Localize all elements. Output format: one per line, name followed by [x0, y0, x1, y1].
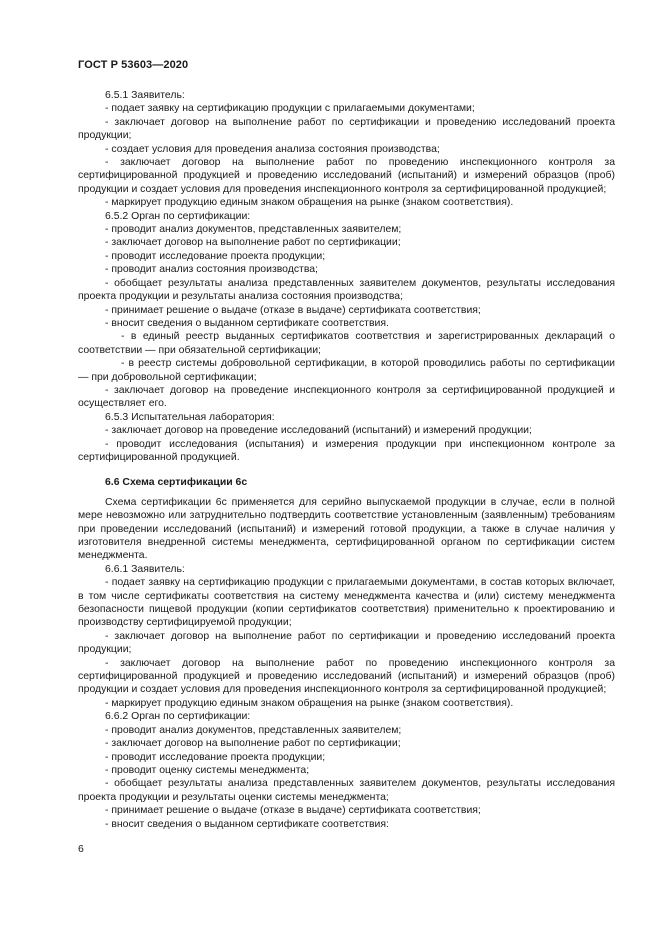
list-item: - маркирует продукцию единым знаком обращения на рынке (знаком соответствия). [105, 697, 514, 709]
list-item: - проводит оценку системы менеджмента; [105, 764, 310, 776]
subsection-title: 6.5.1 Заявитель: [105, 90, 185, 101]
list-item: - проводит анализ документов, представленных заявителем; [105, 224, 402, 236]
list-item: - маркирует продукцию единым знаком обращения на рынке (знаком соответствия). [105, 197, 514, 209]
list-item: - заключает договор на проведение инспекционного контроля за сертифицированной продукцией и осуществляет его. [78, 384, 615, 410]
list-item: - принимает решение о выдаче (отказе в выдаче) сертификата соответствия; [105, 304, 481, 316]
list-item: - обобщает результаты анализа представленных заявителем документов, результаты исследования проекта продукции и результаты анализа состояния производства; [78, 277, 615, 303]
list-item: - заключает договор на выполнение работ по сертификации; [105, 738, 401, 750]
list-item: - вносит сведения о выданном сертификате соответствия. [105, 317, 389, 329]
list-item: - заключает договор на выполнение работ по проведению инспекционного контроля за сертифицированной продукцией и проведению исследований (испытаний) и измерений образцов (проб) продукции и создает условия для проведения инспекционного контроля за сертифицированной продукцией; [78, 157, 615, 195]
list-item: - заключает договор на выполнение работ по сертификации и проведению исследований проекта продукции; [78, 116, 615, 142]
section-heading: 6.6 Схема сертификации 6с [105, 477, 248, 489]
sub-list-item: - в единый реестр выданных сертификатов соответствия и зарегистрированных деклараций о соответствии — при обязательной сертификации; [78, 331, 615, 356]
list-item: - заключает договор на выполнение работ по проведению инспекционного контроля за сертифицированной продукцией и проведению исследований (испытаний) и измерений образцов (проб) продукции и создает условия для проведения инспекционного контроля за сертифицированной продукцией; [78, 657, 615, 696]
list-item: - заключает договор на выполнение работ по сертификации; [105, 237, 401, 249]
list-item: - вносит сведения о выданном сертификате соответствия: [105, 818, 389, 830]
list-item: - проводит анализ документов, представленных заявителем; [105, 724, 402, 736]
page-number: 6 [78, 843, 84, 855]
subsection-title: 6.6.2 Орган по сертификации: [105, 711, 251, 723]
list-item: - обобщает результаты анализа представленных заявителем документов, результаты исследования проекта продукции и результаты оценки системы менеджмента; [78, 778, 615, 803]
list-item: - создает условия для проведения анализа состояния производства; [105, 143, 440, 155]
sub-list-item: - в реестр системы добровольной сертификации, в которой проводились работы по сертификации — при добровольной сертификации; [78, 358, 615, 383]
list-item: - заключает договор на проведение исследований (испытаний) и измерений продукции; [105, 425, 532, 437]
list-item: - подает заявку на сертификацию продукции с прилагаемыми документами; [105, 103, 475, 115]
list-item: - проводит исследования (испытания) и измерения продукции при инспекционном контроле за сертифицированной продукцией. [78, 438, 615, 463]
section-intro: Схема сертификации 6с применяется для серийно выпускаемой продукции в случае, если в полной мере невозможно или затруднительно подтвердить соответствие установленным (заявленным) требованиям при проведении исследований (испытаний) и измерений готовой продукции, а также в случае наличия у изготовителя внедренной системы менеджмента, сертифицированной органом по сертификации систем менеджмента. [78, 496, 615, 562]
list-item: - проводит исследование проекта продукции; [105, 250, 326, 262]
list-item: - заключает договор на выполнение работ по сертификации и проведению исследований проекта продукции; [78, 630, 615, 656]
document-header: ГОСТ Р 53603—2020 [78, 59, 189, 71]
subsection-title: 6.5.2 Орган по сертификации: [105, 210, 251, 222]
subsection-title: 6.5.3 Испытательная лаборатория: [105, 411, 275, 423]
document-body [78, 89, 615, 831]
subsection-title: 6.6.1 Заявитель: [105, 563, 185, 575]
list-item: - проводит анализ состояния производства; [105, 264, 318, 276]
list-item: - подает заявку на сертификацию продукции с прилагаемыми документами, в состав которых включает, в том числе сертификаты соответствия на систему менеджмента качества и (или) систему менеджмента безопасности пищевой продукции (копии сертификатов соответствия) применительно к проектированию и производству сертифицируемой продукции; [78, 577, 615, 629]
list-item: - проводит исследование проекта продукции; [105, 751, 326, 763]
list-item: - принимает решение о выдаче (отказе в выдаче) сертификата соответствия; [105, 805, 481, 817]
